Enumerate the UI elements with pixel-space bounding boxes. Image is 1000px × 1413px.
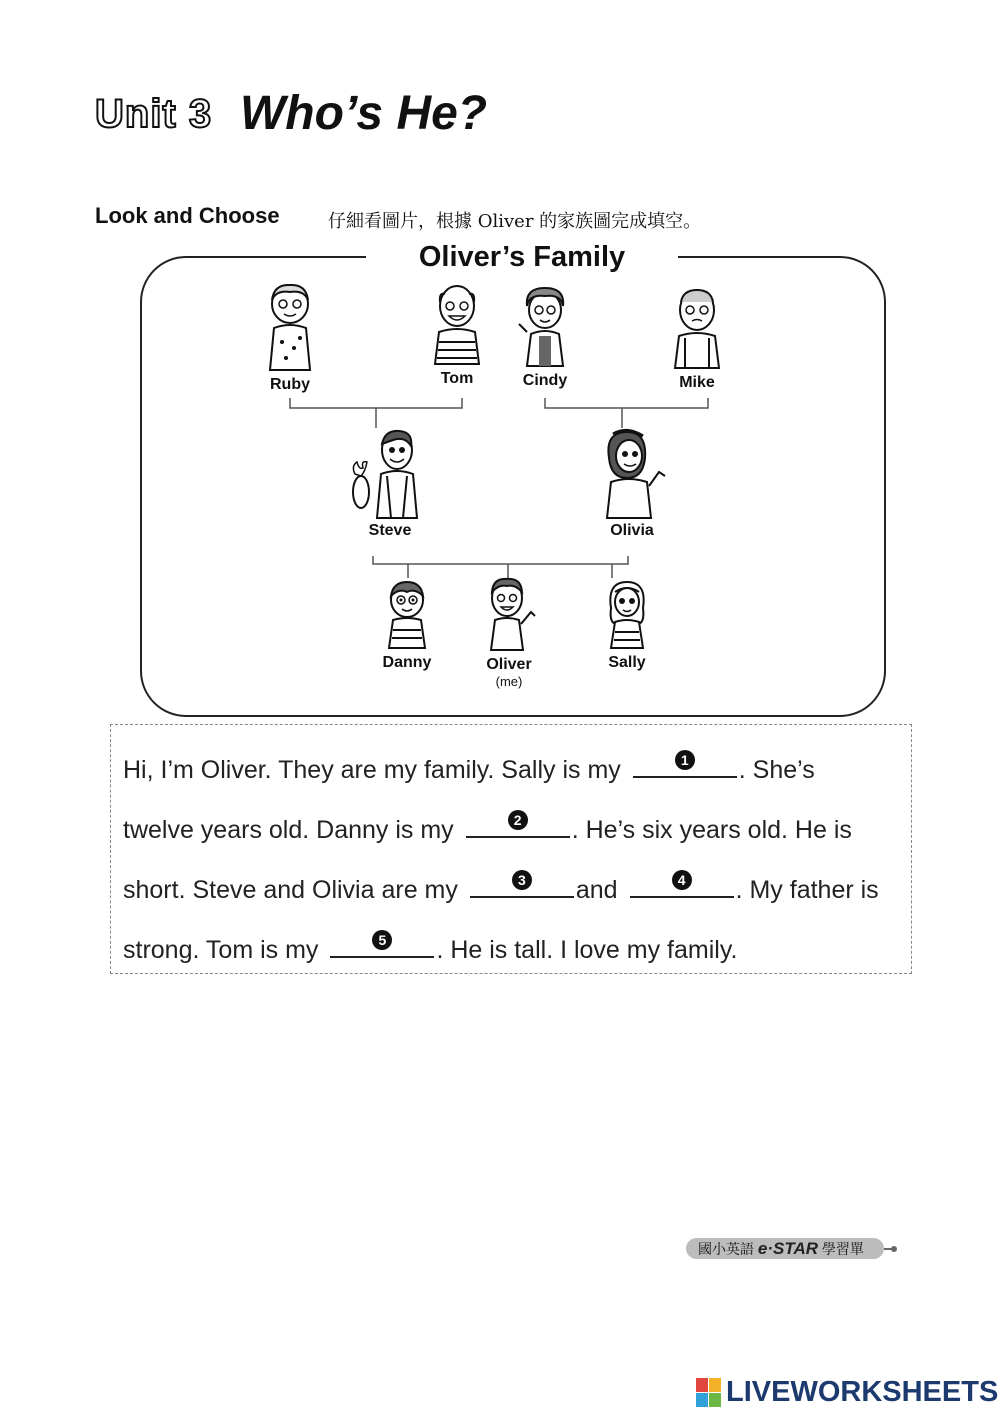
answer-blank-3[interactable] (470, 866, 574, 898)
person-steve (340, 428, 440, 540)
story-text: and (575, 876, 618, 904)
liveworksheets-wordmark: LIVEWORKSHEETS (726, 1376, 999, 1408)
blank-number-4: 4 (672, 870, 692, 890)
person-ruby (245, 282, 335, 394)
section-instruction: 仔細看圖片，根據 Oliver 的家族圖完成填空。 (328, 211, 702, 232)
section-heading: Look and Choose (95, 203, 280, 228)
person-olivia (582, 428, 682, 540)
liveworksheets-logo-icon (696, 1378, 722, 1408)
answer-blank-4[interactable] (630, 866, 734, 898)
name-cindy: Cindy (522, 372, 568, 389)
blank-number-1: 1 (675, 750, 695, 770)
answer-blank-2[interactable] (466, 806, 570, 838)
story-text: . She’s (738, 756, 815, 784)
name-tom: Tom (440, 370, 474, 387)
story-line-3 (123, 866, 879, 905)
name-olivia: Olivia (610, 522, 654, 539)
story-line-1 (123, 746, 815, 785)
story-line-4 (123, 926, 737, 965)
story-line-2 (123, 806, 852, 845)
badge-brand: e·STAR (757, 1239, 819, 1258)
person-cindy (500, 284, 590, 390)
story-text: . He is tall. I love my family. (436, 936, 738, 964)
badge-suffix: 學習單 (821, 1241, 864, 1257)
person-mike (652, 284, 742, 392)
answer-blank-1[interactable] (633, 746, 737, 778)
blank-number-3: 3 (512, 870, 532, 890)
badge-prefix: 國小英語 (698, 1241, 754, 1257)
name-sally: Sally (608, 654, 646, 671)
blank-number-5: 5 (372, 930, 392, 950)
person-tom (412, 282, 502, 388)
me-note: (me) (495, 674, 523, 689)
name-mike: Mike (679, 374, 715, 391)
olivia-figure-icon (587, 428, 677, 520)
oliver-figure-icon (479, 576, 539, 652)
story-text: strong. Tom is my (123, 936, 319, 964)
story-text: short. Steve and Olivia are my (123, 876, 458, 904)
name-oliver: Oliver (486, 656, 532, 673)
name-steve: Steve (368, 522, 412, 539)
sally-figure-icon (597, 578, 657, 650)
estar-badge (686, 1238, 884, 1259)
story-text: . My father is (735, 876, 879, 904)
badge-arrow-icon (884, 1244, 898, 1254)
ruby-figure-icon (260, 282, 320, 372)
danny-figure-icon (377, 578, 437, 650)
story-text: Hi, I’m Oliver. They are my family. Sally is my (123, 756, 621, 784)
unit-title: Who’s He? (240, 87, 488, 140)
person-sally (582, 578, 672, 672)
blank-number-2: 2 (508, 810, 528, 830)
answer-blank-5[interactable] (330, 926, 434, 958)
unit-label: Unit 3 (95, 92, 213, 136)
person-oliver (464, 576, 554, 689)
steve-figure-icon (345, 428, 435, 520)
mike-figure-icon (667, 284, 727, 370)
name-ruby: Ruby (270, 376, 310, 393)
name-danny: Danny (382, 654, 432, 671)
cindy-figure-icon (515, 284, 575, 368)
story-text: . He’s six years old. He is (571, 816, 852, 844)
story-text: twelve years old. Danny is my (123, 816, 454, 844)
tom-figure-icon (427, 282, 487, 366)
family-tree-title: Oliver’s Family (366, 235, 678, 279)
person-danny (362, 578, 452, 672)
